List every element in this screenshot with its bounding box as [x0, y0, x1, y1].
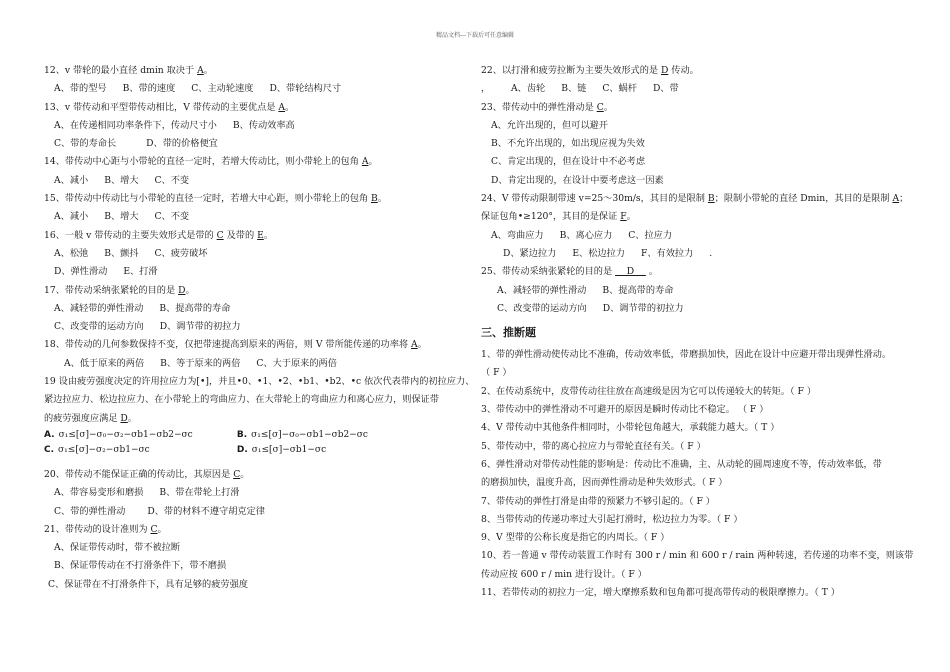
judgment-2: 2、在传动系统中，皮带传动往往放在高速级是因为它可以传递较大的转矩。（ F ）	[481, 385, 817, 397]
formula-row-2	[44, 443, 464, 458]
question-21-option-b: B、保证带传动在不打滑条件下，带不磨损	[54, 560, 227, 572]
question-15-options: A、减小 B、增大 C、不变	[54, 211, 190, 223]
question-17-options-1: A、减轻带的弹性滑动 B、提高带的寿命	[54, 302, 231, 314]
question-21: 21、带传动的设计准则为 C。	[44, 523, 167, 535]
question-13-options-2: C、带的寿命长 D、带的价格便宜	[54, 138, 218, 150]
question-19-line-1: 19 设由疲劳强度决定的许用拉应力为[•]，并且•0、•1、•2、•b1、•b2、•c 依次代表带内的初拉应力、	[44, 376, 475, 388]
formula-c: σ₁≤[σ]−σ₂−σb1−σc	[58, 444, 150, 455]
question-22-options: ， A、齿轮 B、链 C、蜗杆 D、带	[481, 83, 679, 95]
page-header: 精品文档---下载后可任意编辑	[435, 32, 515, 39]
question-13: 13、v 带传动和平型带传动相比，V 带传动的主要优点是 A。	[44, 101, 295, 113]
judgment-4: 4、V 带传动中其他条件相同时，小带轮包角越大，承载能力越大。（ T ）	[481, 422, 780, 434]
judgment-11: 11、若带传动的初拉力一定，增大摩擦系数和包角都可提高带传动的极限摩擦力。（ T ）	[481, 587, 840, 599]
judgment-10-cont: 传动应按 600 r / min 进行设计。（ F ）	[481, 568, 647, 580]
judgment-8: 8、当带传动的传递功率过大引起打滑时，松边拉力为零。（ F ）	[481, 513, 743, 525]
judgment-10: 10、若一普通 v 带传动装置工作时有 300 r / min 和 600 r / rain 两种转速，若传递的功率不变，则该带	[481, 550, 914, 562]
question-20-options-1: A、带容易变形和磨损 B、带在带轮上打滑	[54, 487, 240, 499]
question-18: 18、带传动的几何参数保持不变，仅把带速提高到原来的两倍，则 V 带所能传递的功率将 A。	[44, 339, 427, 351]
formula-a-label: A.	[44, 429, 55, 440]
question-23-option-d: D、肯定出现的，在设计中要考虑这一因素	[491, 174, 664, 186]
right-column	[481, 62, 913, 602]
question-17-options-2: C、改变带的运动方向 D、调节带的初拉力	[54, 321, 241, 333]
judgment-5: 5、带传动中，带的离心拉应力与带轮直径有关。（ F ）	[481, 440, 706, 452]
question-25: 25、带传动采纳张紧轮的目的是 D 。	[481, 266, 658, 278]
section-title: 三、推断题	[481, 326, 536, 340]
question-22: 22、以打滑和疲劳拉断为主要失效形式的是 D 传动。	[481, 65, 699, 76]
question-23-option-b: B、不允许出现的，如出现应视为失效	[491, 138, 645, 150]
question-23-option-a: A、允许出现的，但可以避开	[491, 119, 608, 131]
formula-c-label: C.	[44, 444, 55, 455]
question-24-line-2: 保证包角•≥120°，其目的是保证 F。	[481, 211, 636, 223]
judgment-9: 9、V 型带的公称长度是指它的内周长。（ F ）	[481, 532, 670, 544]
question-16: 16、一般 v 带传动的主要失效形式是带的 C 及带的 E。	[44, 229, 273, 241]
judgment-6: 6、弹性滑动对带传动性能的影响是：传动比不准确，主、从动轮的圆周速度不等，传动效率低，带	[481, 458, 882, 470]
question-14-options: A、减小 B、增大 C、不变	[54, 174, 190, 186]
formula-b-label: B.	[236, 429, 248, 440]
formula-d-label: D.	[236, 444, 248, 455]
question-16-options-1: A、松弛 B、颤抖 C、疲劳破坏	[54, 247, 208, 259]
left-column	[44, 62, 475, 594]
question-20: 20、带传动不能保证正确的传动比，其原因是 C。	[44, 468, 250, 480]
question-24-options-1: A、弯曲应力 B、离心应力 C、拉应力	[491, 229, 673, 241]
judgment-7: 7、带传动的弹性打滑是由带的预紧力不够引起的。（ F ）	[481, 495, 715, 507]
question-24-options-2: D、紧边拉力 E、松边拉力 F、有效拉力 .	[503, 247, 713, 259]
question-24-line-1: 24、V 带传动限制带速 v=25～30m/s，其目的是限制 B；限制小带轮的直径 Dmin，其目的是限制 A；	[481, 193, 909, 205]
question-23: 23、带传动中的弹性滑动是 C。	[481, 101, 613, 113]
judgment-1: 1、带的弹性滑动使传动比不准确，传动效率低，带磨损加快，因此在设计中应避开带出现弹性滑动。	[481, 349, 892, 361]
formula-b: σ₁≤[σ]−σ₀−σb1−σb2−σc	[251, 429, 368, 440]
question-12: 12、v 带轮的最小直径 dmin 取决于 A。	[44, 65, 213, 76]
question-19-line-2: 紧边拉应力、松边拉应力、在小带轮上的弯曲应力、在大带轮上的弯曲应力和离心应力，则保证带	[44, 394, 440, 406]
formula-row-1	[44, 428, 464, 443]
question-16-options-2: D、弹性滑动 E、打滑	[54, 266, 158, 278]
question-19-line-3: 的疲劳强度应满足 D。	[44, 412, 137, 424]
judgment-3: 3、带传动中的弹性滑动不可避开的原因是瞬时传动比不稳定。 （ F ）	[481, 404, 769, 416]
question-25-options-1: A、减轻带的弹性滑动 B、提高带的寿命	[497, 284, 674, 296]
question-17: 17、带传动采纳张紧轮的目的是 D。	[44, 284, 195, 296]
question-13-options-1: A、在传递相同功率条件下，传动尺寸小 B、传动效率高	[54, 119, 295, 131]
question-14: 14、带传动中心距与小带轮的直径一定时，若增大传动比，则小带轮上的包角 A。	[44, 156, 378, 168]
question-21-option-a: A、保证带传动时，带不被拉断	[54, 542, 181, 554]
judgment-6-cont: 的磨损加快，温度升高，因而弹性滑动是种失效形式。（ F ）	[481, 477, 728, 489]
question-15: 15、带传动中传动比与小带轮的直径一定时，若增大中心距，则小带轮上的包角 B。	[44, 193, 387, 205]
question-25-options-2: C、改变带的运动方向 D、调节带的初拉力	[497, 302, 684, 314]
question-23-option-c: C、肯定出现的，但在设计中不必考虑	[491, 156, 646, 168]
question-12-options: A、带的型号 B、带的速度 C、主动轮速度 D、带轮结构尺寸	[54, 83, 342, 95]
question-21-option-c: C、保证带在不打滑条件下，具有足够的疲劳强度	[48, 578, 248, 590]
judgment-1-answer: （ F ）	[481, 367, 512, 379]
formula-a: σ₁≤[σ]−σ₀−σ₂−σb1−σb2−σc	[58, 429, 193, 440]
formula-d: σ₁≤[σ]−σb1−σc	[251, 444, 327, 455]
question-20-options-2: C、带的弹性滑动 D、带的材料不遵守胡克定律	[54, 505, 265, 517]
question-18-options: A、低于原来的两倍 B、等于原来的两倍 C、大于原来的两倍	[64, 357, 337, 369]
